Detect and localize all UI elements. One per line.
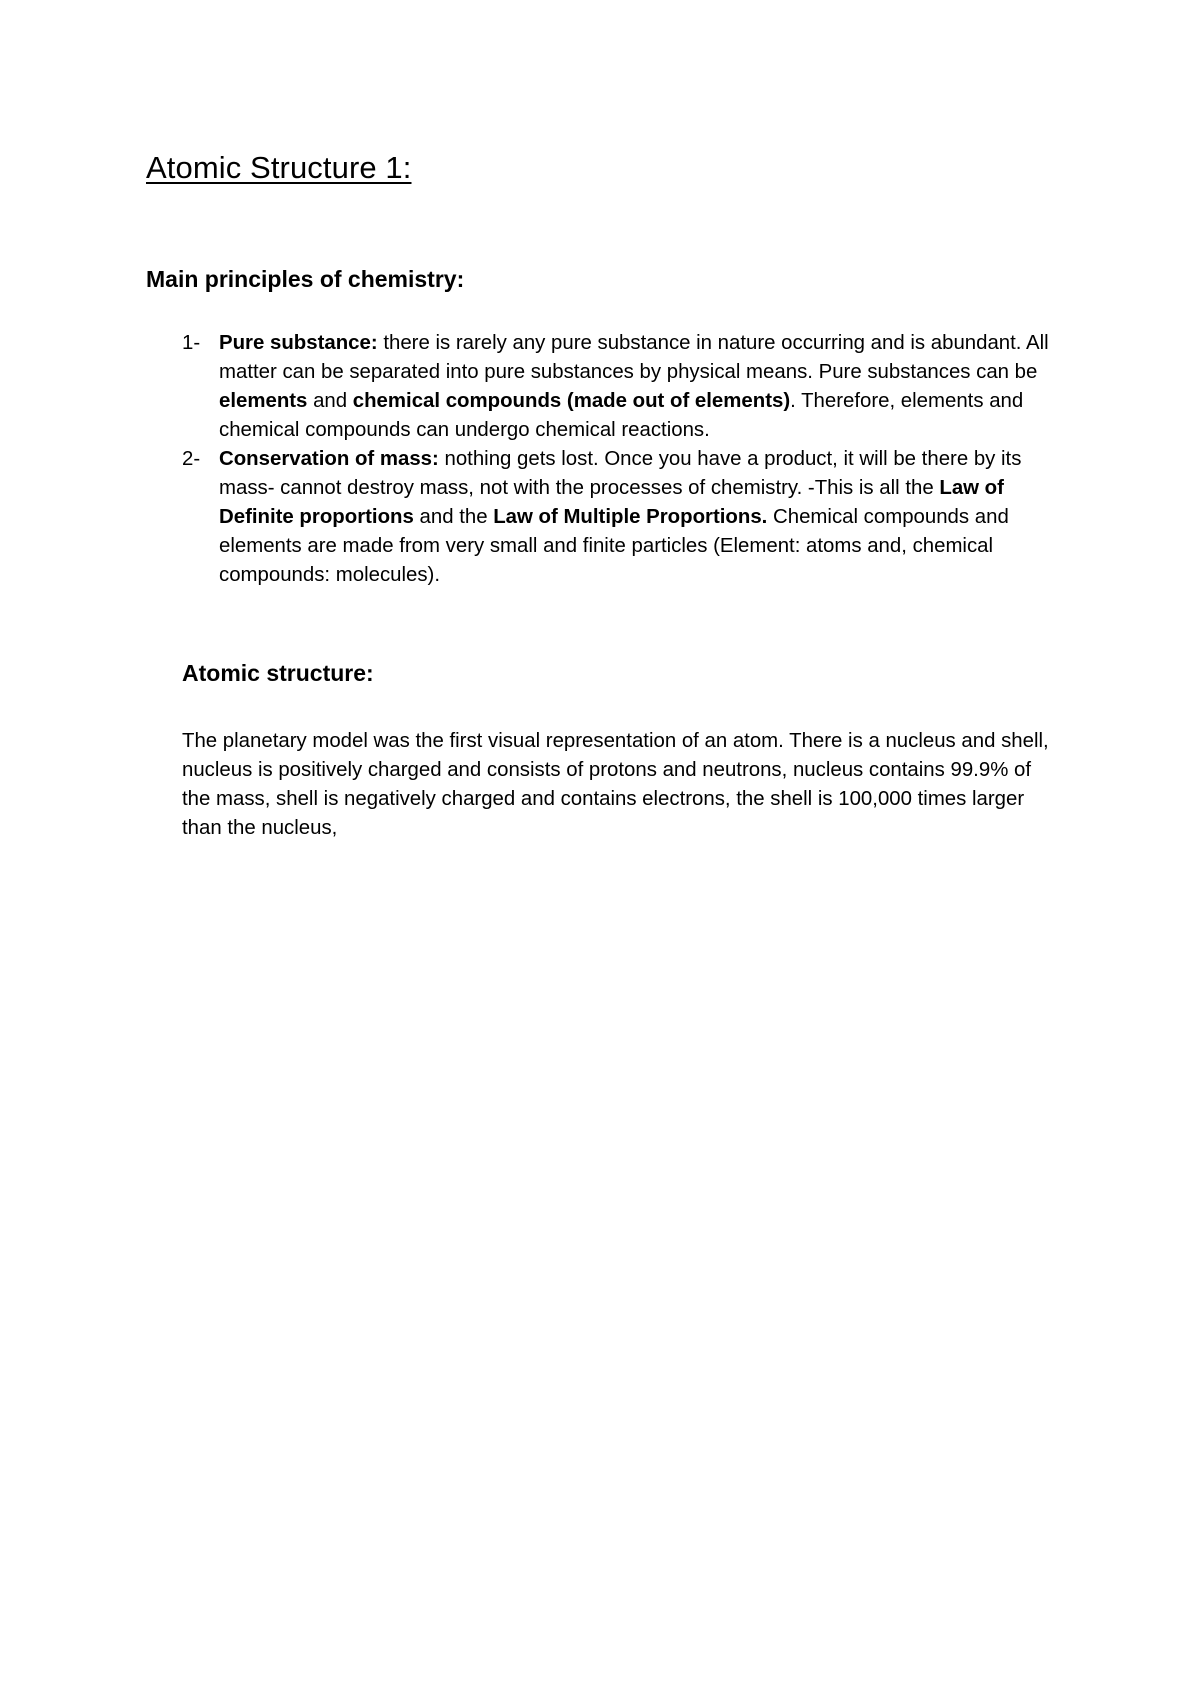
term-pure-substance: Pure substance: — [219, 332, 378, 354]
text-segment: Chemical compounds and elements are made from very small and finite particles (Element: atoms and, chemical compounds: molecules). — [219, 506, 1009, 586]
term-conservation-of-mass: Conservation of mass: — [219, 448, 439, 470]
text-segment: and — [307, 390, 353, 412]
list-item-text — [219, 332, 1049, 441]
list-item-text — [219, 448, 1021, 586]
atomic-structure-paragraph: The planetary model was the first visual representation of an atom. There is a nucleus and shell, nucleus is positively charged and consists of protons and neutrons, nucleus contains 99.9% of the mass, shell is negatively charged and contains electrons, the shell is 100,000 times larger than the nucleus, — [182, 730, 1049, 839]
term-law-of-multiple-proportions: Law of Multiple Proportions. — [493, 506, 768, 528]
section-heading-main-principles: Main principles of chemistry: — [146, 266, 465, 292]
term-chemical-compounds: chemical compounds (made out of elements) — [352, 390, 791, 412]
document-title: Atomic Structure 1: — [146, 150, 412, 185]
text-segment: there is rarely any pure substance in nature occurring and is abundant. All matter can be separated into pure substances by physical means. Pure substances can be — [219, 332, 1049, 383]
list-item — [146, 445, 1066, 590]
term-elements: elements — [219, 390, 308, 412]
text-segment: nothing gets lost. Once you have a product, it will be there by its mass- cannot destroy mass, not with the processes of chemistry. -This is all the — [219, 448, 1022, 499]
principles-list — [146, 329, 1066, 590]
section-heading-atomic-structure: Atomic structure: — [182, 660, 374, 686]
text-segment: and the — [413, 506, 494, 528]
term-law-of-definite-proportions: Law of Definite proportions — [219, 477, 1004, 528]
list-item-number: 2- — [182, 448, 201, 470]
text-segment: . Therefore, elements and chemical compounds can undergo chemical reactions. — [219, 390, 1024, 441]
list-item-number: 1- — [182, 332, 201, 354]
list-item — [146, 329, 1066, 445]
